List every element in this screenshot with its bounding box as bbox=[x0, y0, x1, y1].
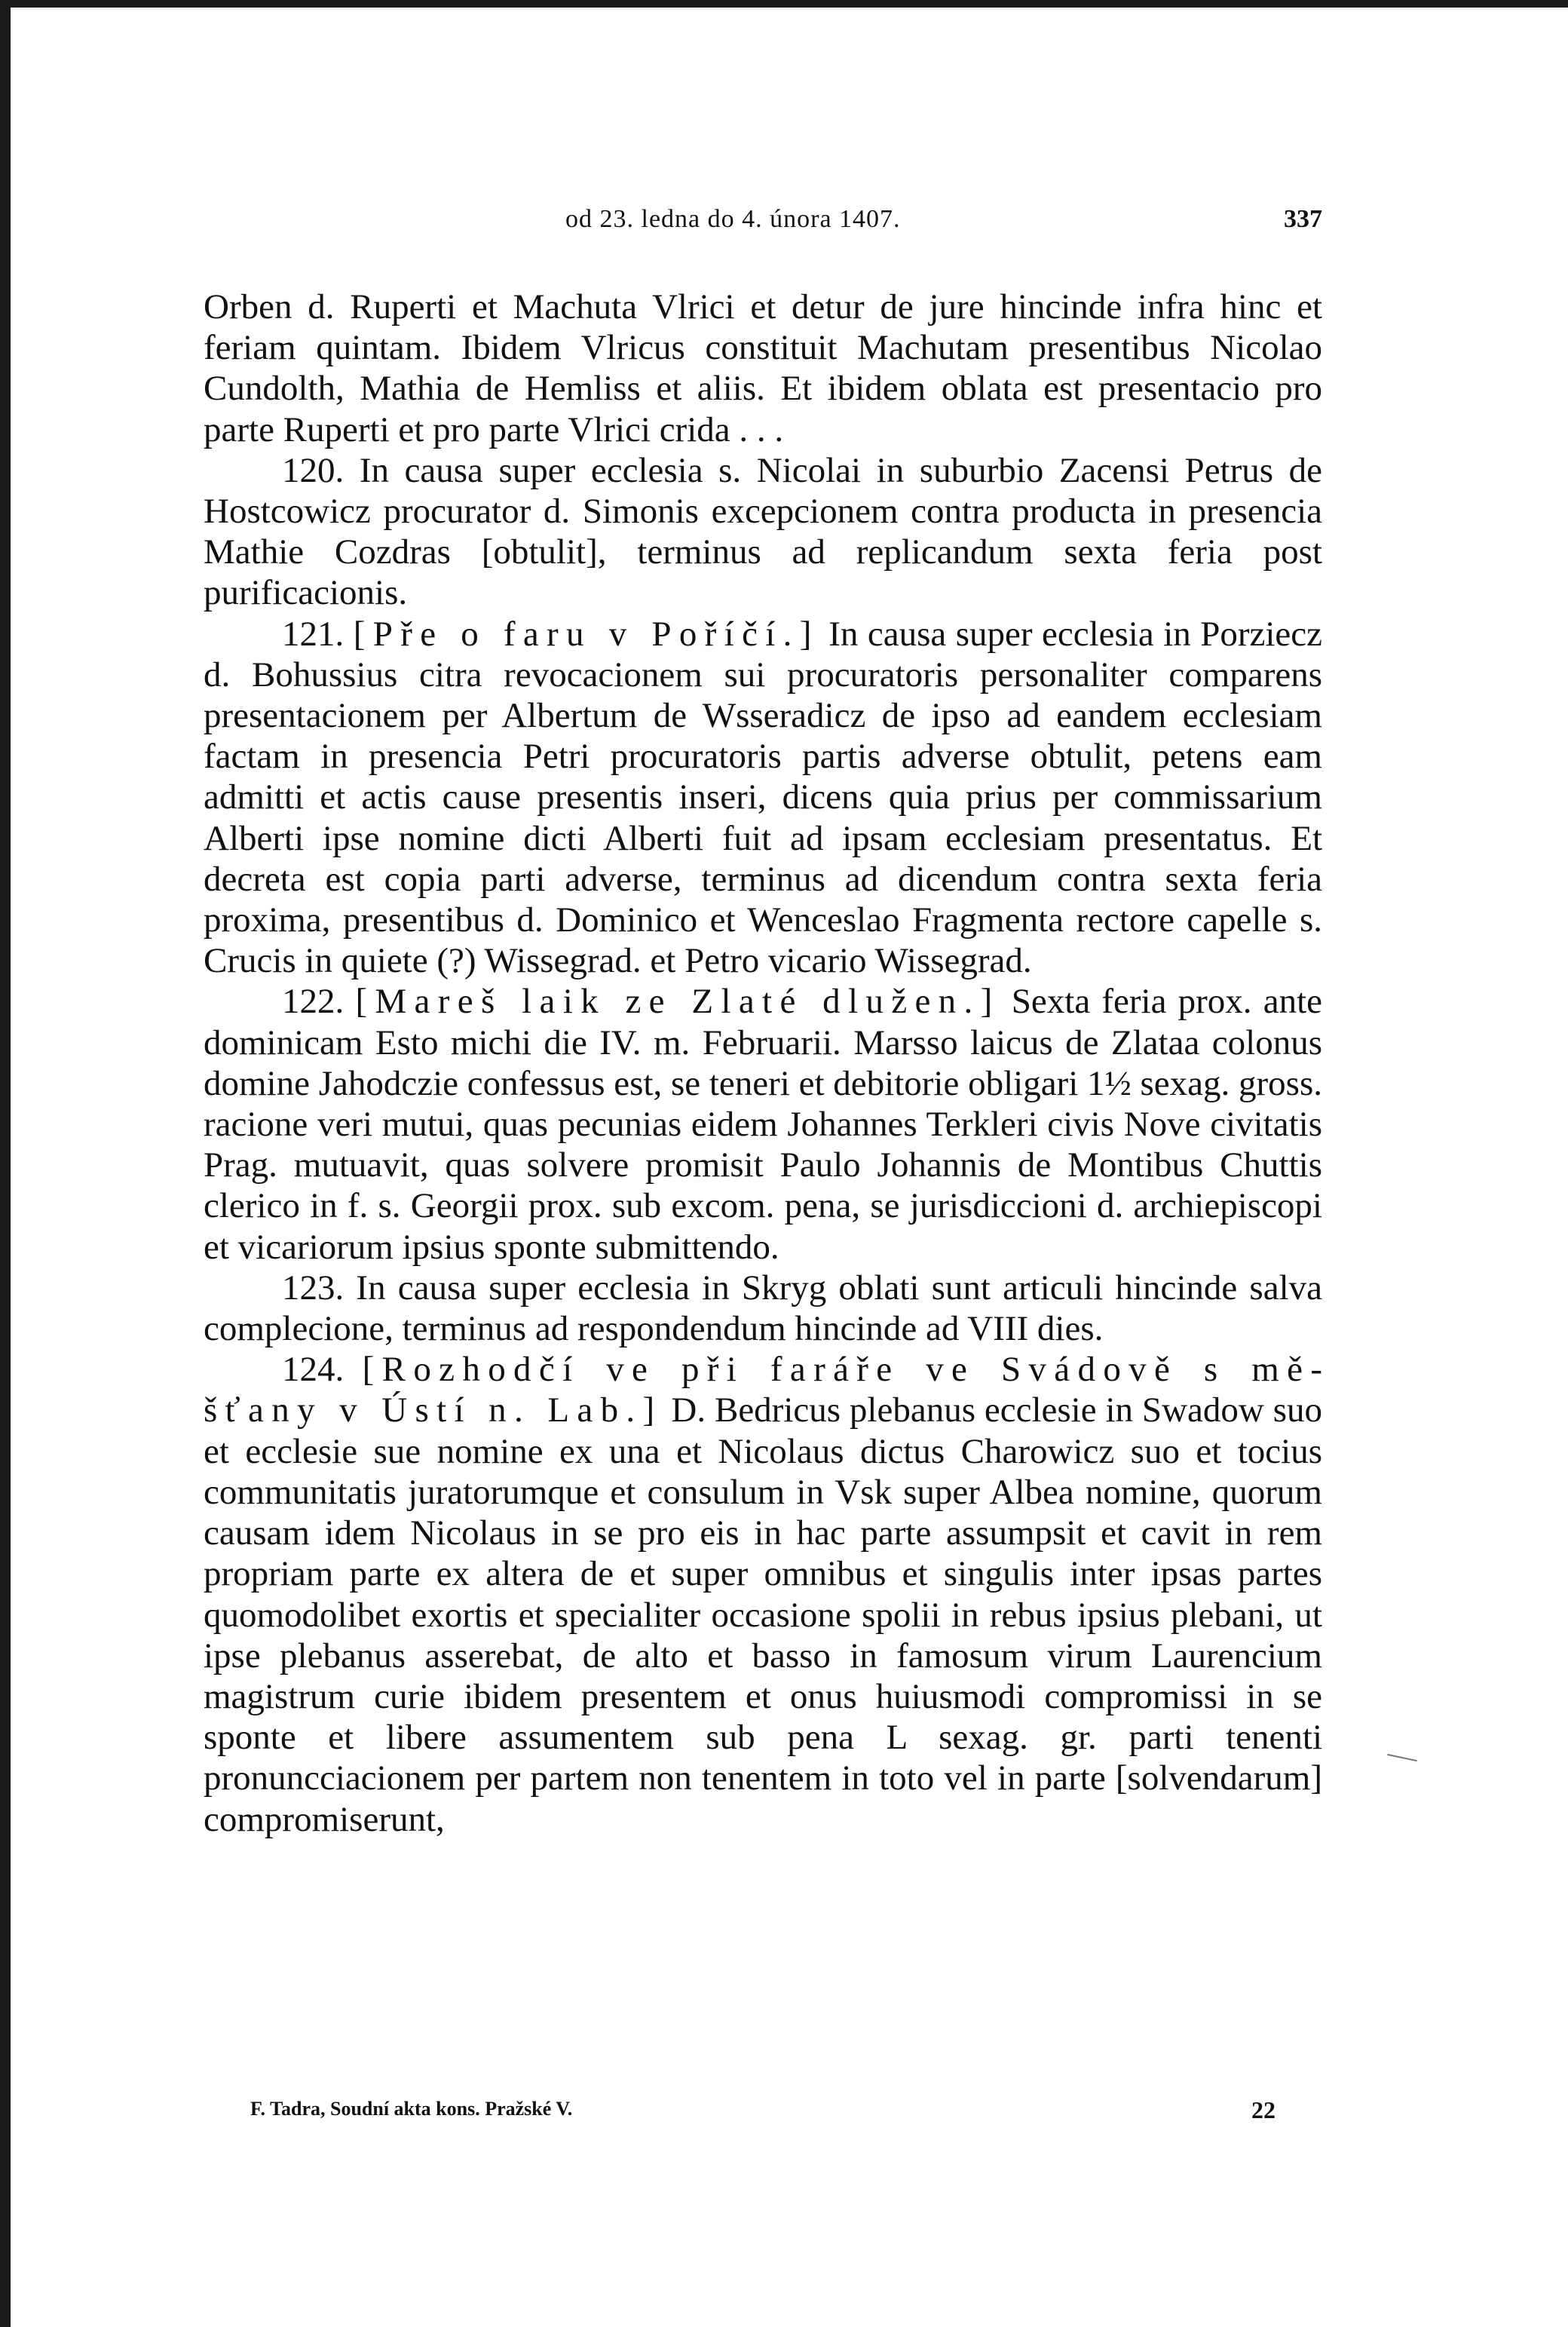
running-title: od 23. ledna do 4. února 1407. bbox=[565, 205, 901, 233]
entry-121-heading: [Pře o faru v Poříčí.] bbox=[353, 614, 819, 654]
footer bbox=[250, 2098, 1276, 2125]
margin-mark bbox=[1387, 1754, 1417, 1761]
entry-122-number: 122. bbox=[282, 982, 345, 1022]
footer-source: F. Tadra, Soudní akta kons. Pražské V. bbox=[250, 2098, 573, 2120]
entry-124-number: 124. bbox=[282, 1350, 345, 1390]
entry-122-text: Sexta feria prox. ante dominicam Esto michi die IV. m. Februarii. Marsso laicus de Zlataa colonus domine Jahodczie confessus est, se teneri et debitorie obligari 1½ sexag. gross. racione veri mutui, quas pecunias eidem Johannes Terkleri civis Nove civitatis Prag. mutuavit, quas solvere promisit Paulo Johannis de Montibus Chuttis clerico in f. s. Georgii prox. sub excom. pena, se jurisdiccioni d. archiepiscopi et vicariorum ipsius sponte submittendo. bbox=[204, 982, 1323, 1267]
running-head bbox=[204, 205, 1322, 235]
entry-123: 123. In causa super ecclesia in Skryg oblati sunt articuli hincinde salva complecione, terminus ad respondendum hincinde ad VIII dies. bbox=[204, 1268, 1322, 1349]
entry-124-text: D. Bedricus plebanus ecclesie in Swadow suo et ecclesie sue nomine ex una et Nicolaus dictus Charowicz suo et tocius communitatis juratorumque et consulum in Vsk super Albea nomine, quorum causam idem Nicolaus in se pro eis in hac parte assumpsit et cavit in rem propriam parte ex altera de et super omnibus et singulis inter ipsas partes quomodolibet exortis et specialiter occasione spolii in rebus ipsius plebani, ut ipse plebanus asserebat, de alto et basso in famosum virum Laurencium magistrum curie ibidem presentem et onus huiusmodi compromissi in se sponte et libere assumentem sub pena L sexag. gr. parti tenenti pronuncciacionem per partem non tenentem in toto vel in parte [solvendarum] compromiserunt, bbox=[204, 1390, 1322, 1839]
entry-121-text: In causa super ecclesia in Porziecz d. Bohussius citra revocacionem sui procuratoris personaliter comparens presentacionem per Albertum de Wsseradicz de ipso ad eandem ecclesiam factam in presencia Petri procuratoris partis adverse obtulit, petens eam admitti et actis cause presentis inseri, dicens quia prius per commissarium Alberti ipse nomine dicti Alberti fuit ad ipsam ecclesiam presentatus. Et decreta est copia parti adverse, terminus ad dicendum contra sexta feria proxima, presentibus d. Dominico et Wenceslao Fragmenta rectore capelle s. Crucis in quiete (?) Wissegrad. et Petro vicario Wissegrad. bbox=[204, 614, 1323, 981]
body-text bbox=[204, 287, 1322, 1840]
entry-121 bbox=[204, 614, 1322, 982]
entry-122-heading: [Mareš laik ze Zlaté dlužen.] bbox=[355, 982, 1000, 1022]
footer-sheet-number: 22 bbox=[1251, 2096, 1276, 2123]
scan-edge-top bbox=[0, 0, 1568, 8]
entry-120: 120. In causa super ecclesia s. Nicolai in suburbio Zacensi Petrus de Hostcowicz procurator d. Simonis excepcionem contra producta in presencia Mathie Cozdras [obtulit], terminus ad replicandum sexta feria post purificacionis. bbox=[204, 450, 1322, 613]
page-number: 337 bbox=[1284, 205, 1322, 233]
scan-edge-left bbox=[0, 0, 11, 2327]
entry-122 bbox=[204, 981, 1322, 1267]
entry-124 bbox=[204, 1349, 1322, 1839]
entry-121-number: 121. bbox=[282, 614, 345, 654]
entry-124-heading: [Rozhodčí ve při faráře ve Svádově s měšťany v Ústí n. Lab.] bbox=[204, 1350, 1323, 1430]
paragraph-continuation: Orben d. Ruperti et Machuta Vlrici et detur de jure hincinde infra hinc et feriam quintam. Ibidem Vlricus constituit Machutam presentibus Nicolao Cundolth, Mathia de Hemliss et aliis. Et ibidem oblata est presentacio pro parte Ruperti et pro parte Vlrici crida . . . bbox=[204, 287, 1322, 449]
